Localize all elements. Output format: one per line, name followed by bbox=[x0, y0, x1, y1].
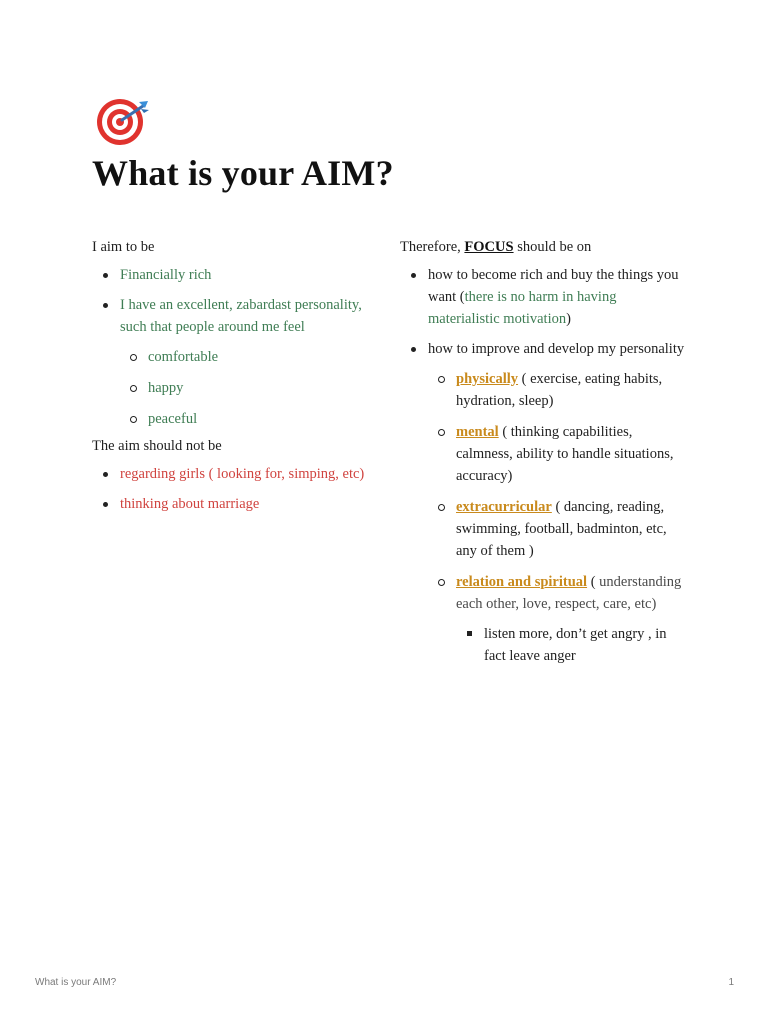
aim-intro: I aim to be bbox=[92, 239, 155, 255]
list-item: comfortable bbox=[120, 346, 377, 368]
mental-label: mental bbox=[456, 424, 499, 440]
list-item: Financially rich bbox=[92, 264, 377, 286]
not-aims-list bbox=[92, 463, 377, 515]
right-column bbox=[400, 236, 685, 676]
aims-list bbox=[92, 264, 377, 430]
list-item: peaceful bbox=[120, 408, 377, 430]
list-item: how to become rich and buy the things you want (there is no harm in having materialistic motivation) bbox=[400, 264, 685, 330]
list-item: physically ( exercise, eating habits, hydration, sleep) bbox=[428, 368, 685, 412]
list-item: thinking about marriage bbox=[92, 493, 377, 515]
page-title: What is your AIM? bbox=[92, 153, 394, 193]
extracurricular-label: extracurricular bbox=[456, 499, 552, 515]
footer-doc-title: What is your AIM? bbox=[35, 977, 117, 988]
list-item: mental ( thinking capabilities, calmness, ability to handle situations, accuracy) bbox=[428, 421, 685, 487]
list-item: extracurricular ( dancing, reading, swimming, football, badminton, etc, any of them ) bbox=[428, 496, 685, 562]
focus-intro: Therefore, FOCUS should be on bbox=[400, 239, 592, 255]
relation-sub-list bbox=[456, 623, 685, 667]
feelings-list bbox=[120, 346, 377, 430]
list-item: I have an excellent, zabardast personality, such that people around me feel comfortable happy peaceful bbox=[92, 294, 377, 430]
list-item: how to improve and develop my personality physically ( exercise, eating habits, hydration, sleep) mental ( thinking capabilities, calmness, ability to handle situations, accuracy) extracurricular ( dancing, reading, swimming, football, badminton, etc, any of them ) relation and spiritual ( understanding each other, love, respect, care, etc) listen more, don’t get angry , in fact leave anger bbox=[400, 338, 685, 667]
list-item: listen more, don’t get angry , in fact leave anger bbox=[456, 623, 685, 667]
not-aim-intro: The aim should not be bbox=[92, 438, 222, 454]
list-item: regarding girls ( looking for, simping, etc) bbox=[92, 463, 377, 485]
left-column bbox=[92, 236, 377, 523]
list-item: happy bbox=[120, 377, 377, 399]
focus-keyword: FOCUS bbox=[464, 239, 514, 255]
personality-list bbox=[428, 368, 685, 667]
list-item: relation and spiritual ( understanding each other, love, respect, care, etc) listen more, don’t get angry , in fact leave anger bbox=[428, 571, 685, 667]
focus-list bbox=[400, 264, 685, 667]
footer-page-number: 1 bbox=[728, 977, 734, 988]
direct-hit-target-icon bbox=[95, 96, 151, 146]
relation-spiritual-label: relation and spiritual bbox=[456, 574, 588, 590]
physically-label: physically bbox=[456, 371, 519, 387]
